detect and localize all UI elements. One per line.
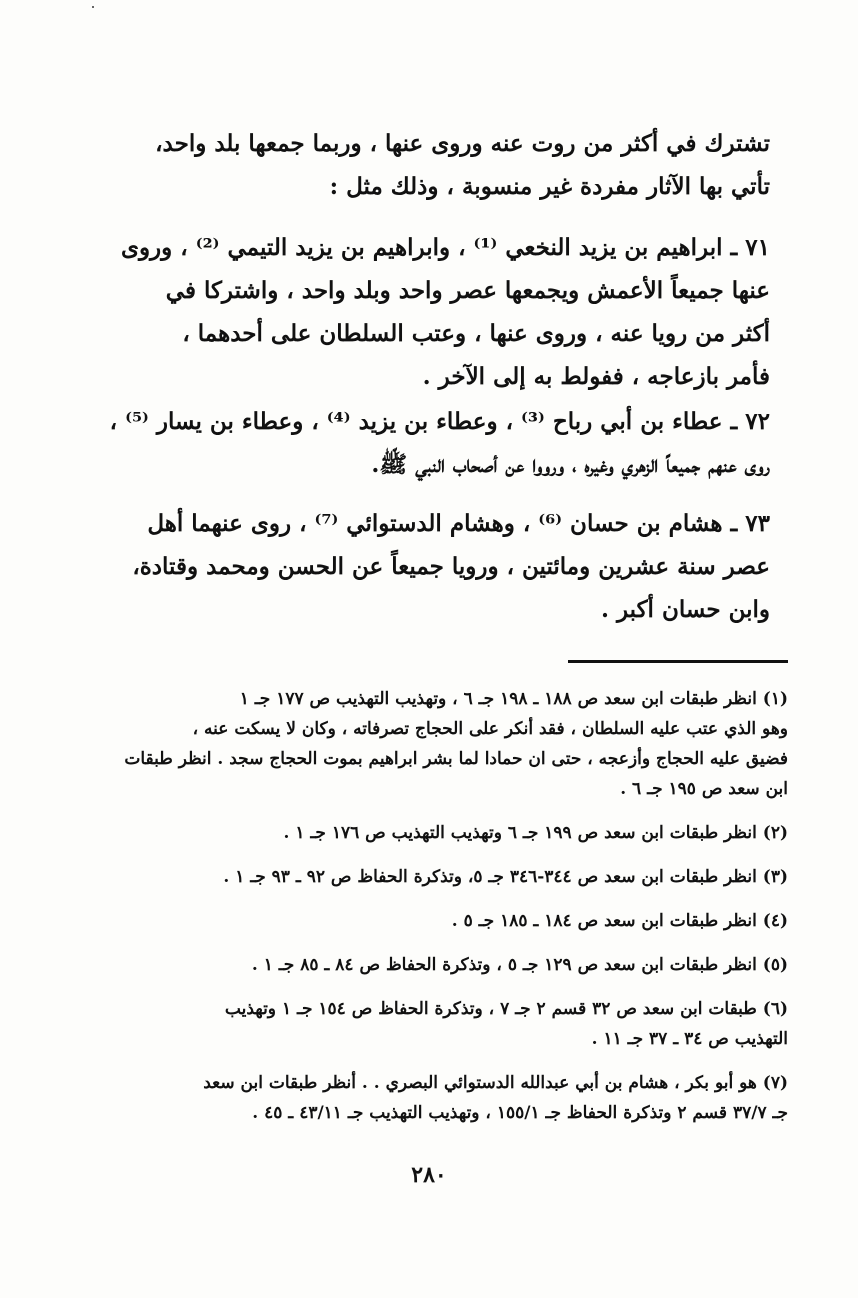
entry-line: عصر سنة عشرين ومائتين ، ورويا جميعاً عن الحسن ومحمد وقتادة، <box>132 553 770 580</box>
footnote-line: فضيق عليه الحجاج وأزعجه ، حتى ان حمادا لما بشر ابراهيم بموت الحجاج سجد . انظر طبقات <box>124 749 788 769</box>
scan-speck <box>92 6 94 8</box>
footnote-5 <box>108 950 788 980</box>
entry-line: ٧١ ـ ابراهيم بن يزيد النخعي ⁽¹⁾ ، وابراهيم بن يزيد التيمي ⁽²⁾ ، وروى <box>120 234 770 261</box>
intro-line: تأتي بها الآثار مفردة غير منسوبة ، وذلك مثل : <box>329 173 770 200</box>
footnotes <box>108 684 788 1142</box>
entry-71 <box>80 226 770 398</box>
footnote-divider <box>568 660 788 663</box>
entry-line: فأمر بازعاجه ، ففولط به إلى الآخر . <box>422 363 770 390</box>
footnote-line: (٣) انظر طبقات ابن سعد ص ٣٤٤-٣٤٦ جـ ٥، وتذكرة الحفاظ ص ٩٢ ـ ٩٣ جـ ١ . <box>223 867 788 887</box>
intro-paragraph <box>80 122 770 208</box>
footnote-line: ابن سعد ص ١٩٥ جـ ٦ . <box>620 779 788 799</box>
footnote-line: (٤) انظر طبقات ابن سعد ص ١٨٤ ـ ١٨٥ جـ ٥ . <box>451 911 788 931</box>
footnote-1 <box>108 684 788 804</box>
entry-line: ٧٣ ـ هشام بن حسان ⁽⁶⁾ ، وهشام الدستوائي ⁽⁷⁾ ، روى عنهما أهل <box>147 510 770 537</box>
footnote-6 <box>108 994 788 1054</box>
entry-line: وابن حسان أكبر . <box>600 596 770 623</box>
footnote-line: (٦) طبقات ابن سعد ص ٣٢ قسم ٢ جـ ٧ ، وتذكرة الحفاظ ص ١٥٤ جـ ١ وتهذيب <box>224 999 788 1019</box>
footnote-line: (١) انظر طبقات ابن سعد ص ١٨٨ ـ ١٩٨ جـ ٦ ، وتهذيب التهذيب ص ١٧٧ جـ ١ <box>239 689 788 709</box>
entry-72 <box>80 400 770 486</box>
entry-line: ٧٢ ـ عطاء بن أبي رباح ⁽³⁾ ، وعطاء بن يزيد ⁽⁴⁾ ، وعطاء بن يسار ⁽⁵⁾ ، <box>109 408 770 435</box>
entry-line: أكثر من رويا عنه ، وروى عنها ، وعتب السلطان على أحدهما ، <box>182 320 770 347</box>
footnote-line: التهذيب ص ٣٤ ـ ٣٧ جـ ١١ . <box>591 1029 788 1049</box>
footnote-line: (٢) انظر طبقات ابن سعد ص ١٩٩ جـ ٦ وتهذيب التهذيب ص ١٧٦ جـ ١ . <box>283 823 788 843</box>
footnote-7 <box>108 1068 788 1128</box>
entry-line: روى عنهم جميعاً الزهري وغيره ، ورووا عن أصحاب النبي ﷺ. <box>371 451 770 478</box>
entry-line: عنها جميعاً الأعمش ويجمعها عصر واحد وبلد واحد ، واشتركا في <box>165 277 770 304</box>
entry-73 <box>80 502 770 631</box>
footnote-3 <box>108 862 788 892</box>
intro-line: تشترك في أكثر من روت عنه وروى عنها ، وربما جمعها بلد واحد، <box>155 130 770 157</box>
footnote-line: (٧) هو أبو بكر ، هشام بن أبي عبدالله الدستوائي البصري . . أنظر طبقات ابن سعد <box>203 1073 788 1093</box>
footnote-2 <box>108 818 788 848</box>
footnote-line: (٥) انظر طبقات ابن سعد ص ١٢٩ جـ ٥ ، وتذكرة الحفاظ ص ٨٤ ـ ٨٥ جـ ١ . <box>251 955 788 975</box>
footnote-4 <box>108 906 788 936</box>
footnote-line: وهو الذي عتب عليه السلطان ، فقد أنكر على الحجاج تصرفاته ، وكان لا يسكت عنه ، <box>192 719 788 739</box>
page-number: ٢٨٠ <box>411 1162 447 1188</box>
footnote-line: جـ ٣٧/٧ قسم ٢ وتذكرة الحفاظ جـ ١٥٥/١ ، وتهذيب التهذيب جـ ٤٣/١١ ـ ٤٥ . <box>252 1103 788 1123</box>
